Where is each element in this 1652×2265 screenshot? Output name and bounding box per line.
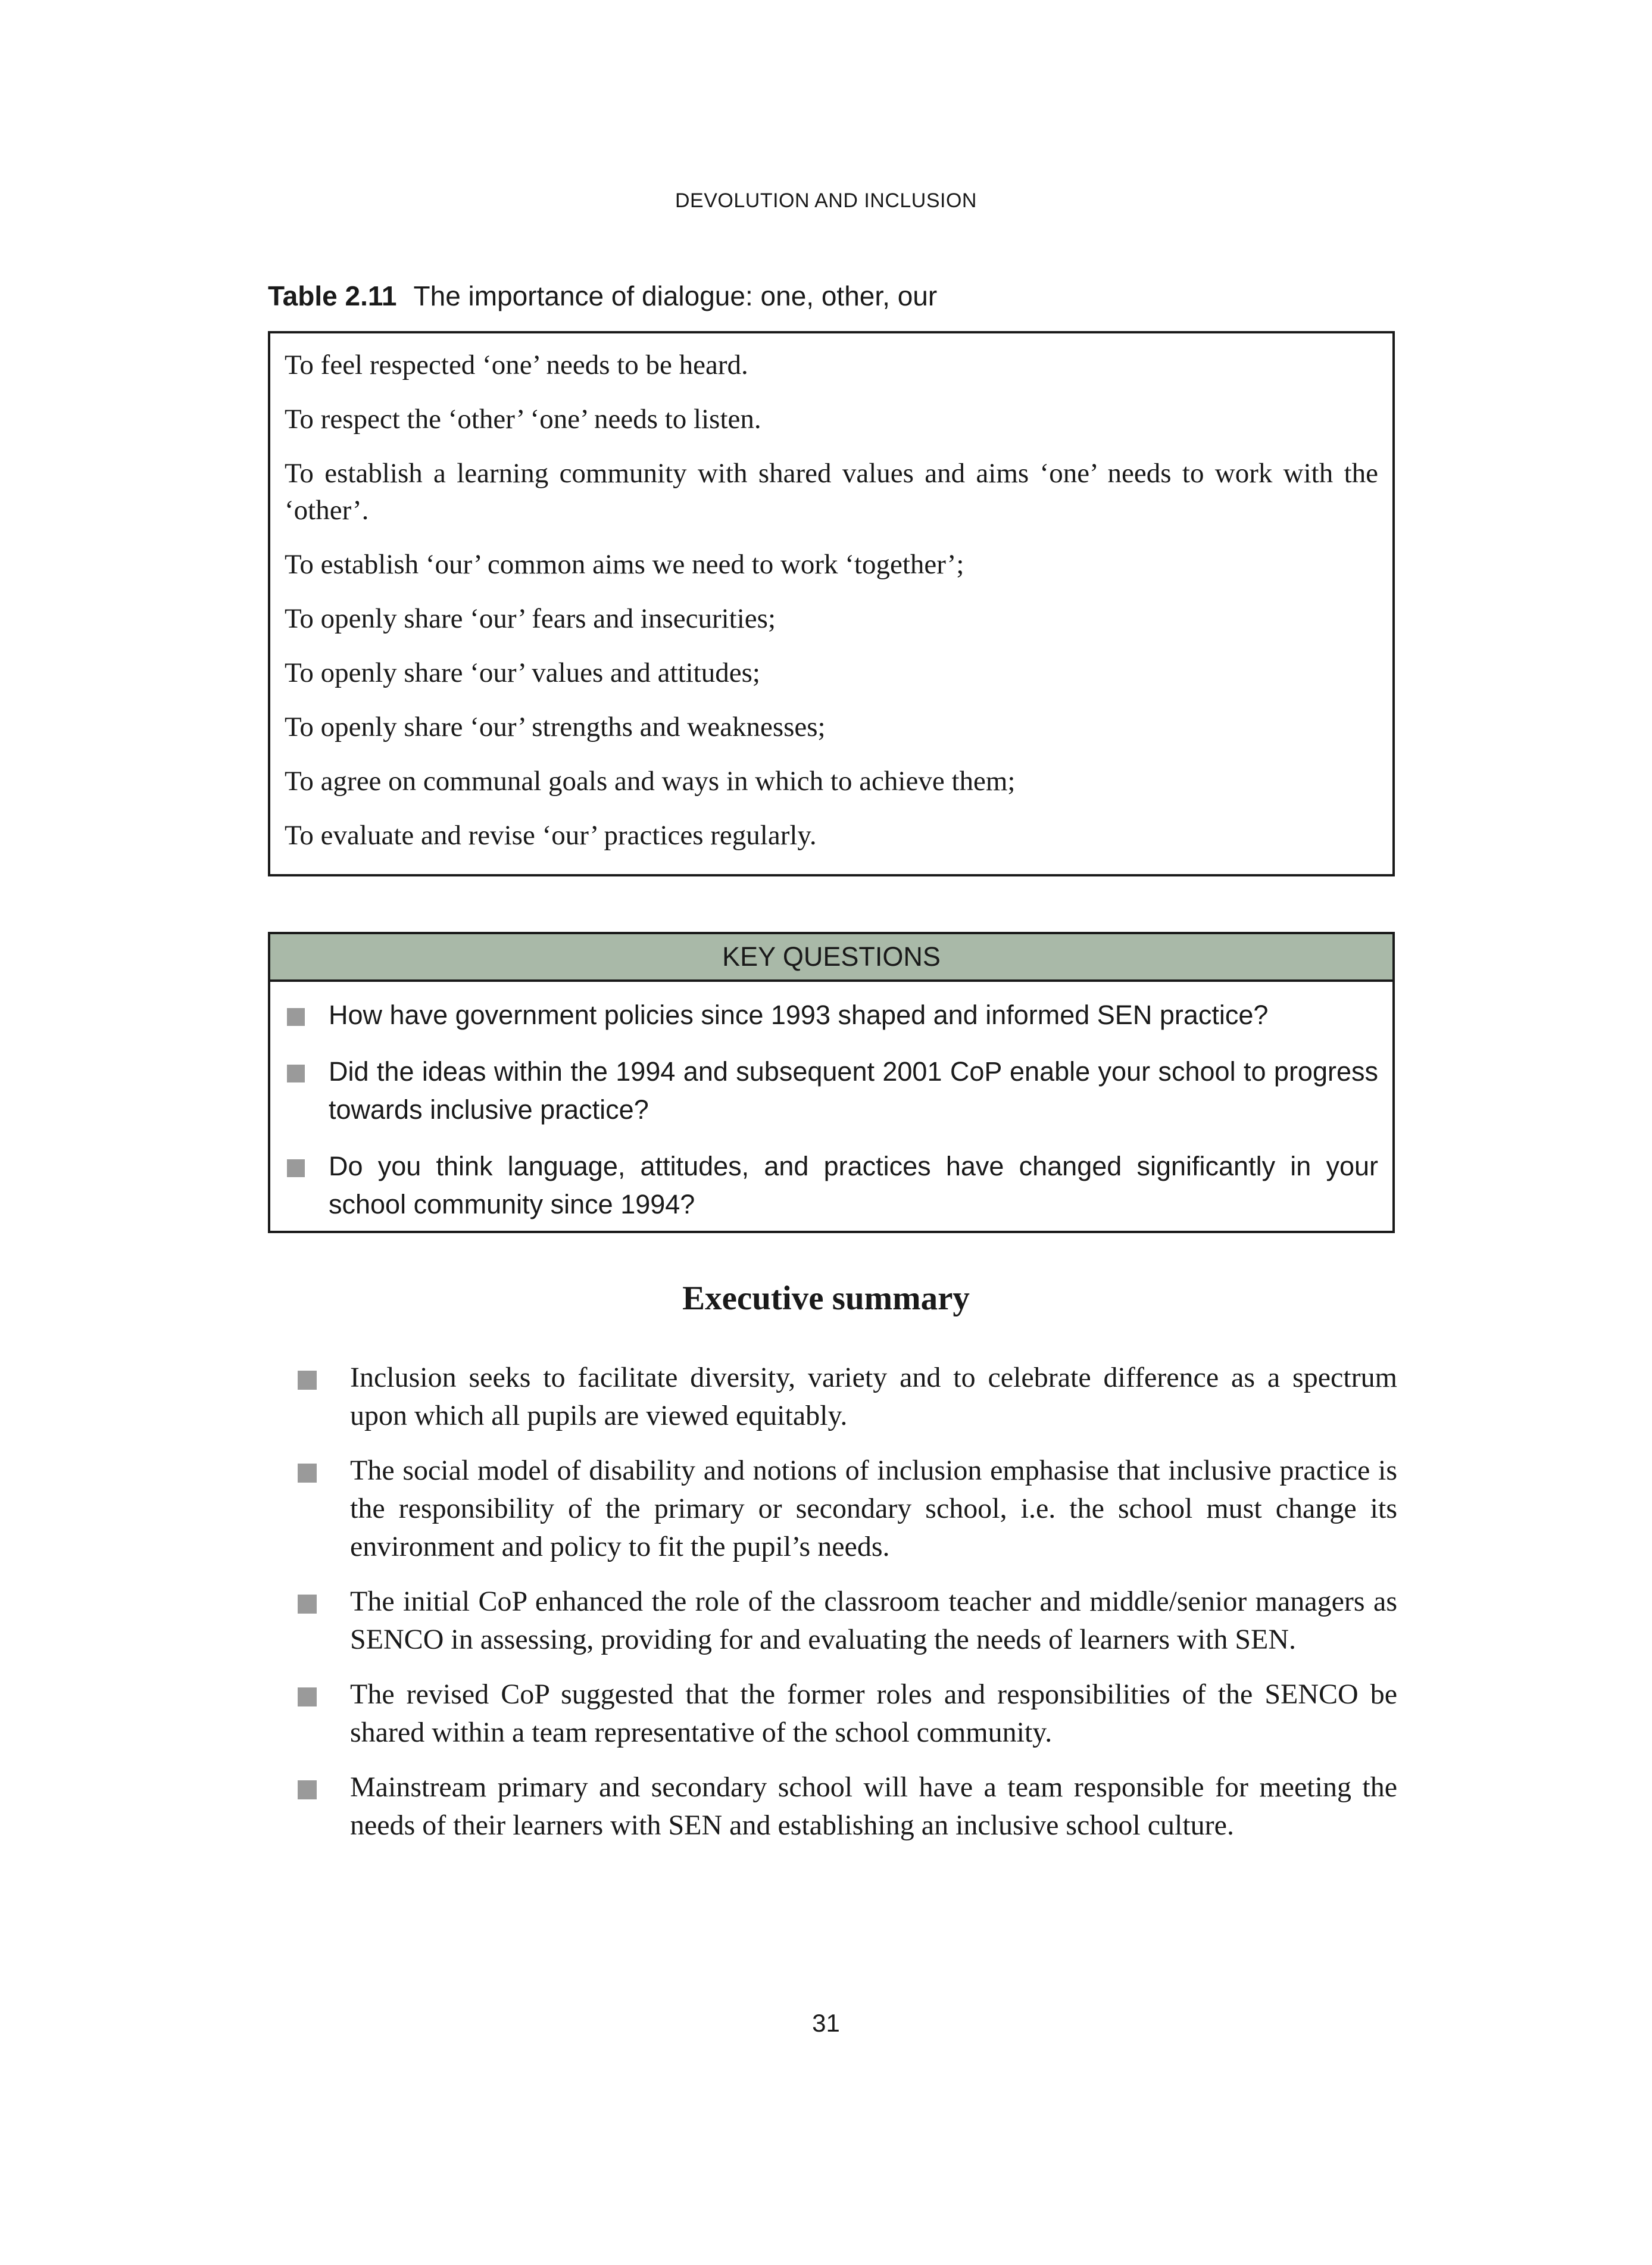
list-item [295,1452,1397,1566]
list-item [295,1359,1397,1435]
summary-item-text: The initial CoP enhanced the role of the classroom teacher and middle/senior managers as SENCO in assessing, providing for and evaluating the needs of learners with SEN. [350,1586,1397,1655]
table-number: Table 2.11 [268,280,397,311]
key-questions-list [270,982,1392,1224]
square-bullet-icon [287,1008,305,1026]
key-questions-header: KEY QUESTIONS [270,934,1392,982]
square-bullet-icon [298,1687,317,1706]
dialogue-table [268,331,1395,876]
list-item [295,1768,1397,1845]
key-question-text: Did the ideas within the 1994 and subsequent 2001 CoP enable your school to progress towards inclusive practice? [329,1056,1378,1125]
square-bullet-icon [298,1780,317,1799]
table-row: To openly share ‘our’ strengths and weaknesses; [285,712,826,742]
table-row: To establish a learning community with shared values and aims ‘one’ needs to work with the ‘other’. [285,458,1378,526]
table-row: To agree on communal goals and ways in which to achieve them; [285,766,1016,797]
list-item [285,996,1378,1034]
table-row: To openly share ‘our’ values and attitudes; [285,657,760,688]
square-bullet-icon [298,1595,317,1614]
list-item [295,1676,1397,1752]
table-row: To evaluate and revise ‘our’ practices regularly. [285,820,817,851]
table-row: To feel respected ‘one’ needs to be heard. [285,350,748,380]
table-row: To respect the ‘other’ ‘one’ needs to listen. [285,404,761,435]
summary-item-text: Mainstream primary and secondary school will have a team responsible for meeting the needs of their learners with SEN and establishing an inclusive school culture. [350,1771,1397,1841]
executive-summary-list [295,1359,1397,1861]
table-row: To openly share ‘our’ fears and insecurities; [285,603,776,634]
key-question-text: How have government policies since 1993 shaped and informed SEN practice? [329,1000,1269,1030]
running-head: DEVOLUTION AND INCLUSION [675,189,977,212]
square-bullet-icon [298,1371,317,1390]
table-caption [268,280,937,312]
summary-item-text: Inclusion seeks to facilitate diversity, variety and to celebrate difference as a spectrum upon which all pupils are viewed equitably. [350,1362,1397,1431]
key-questions-box [268,932,1395,1233]
square-bullet-icon [287,1159,305,1177]
square-bullet-icon [298,1464,317,1483]
key-question-text: Do you think language, attitudes, and practices have changed significantly in your school community since 1994? [329,1151,1378,1219]
list-item [285,1147,1378,1224]
list-item [295,1583,1397,1659]
table-title: The importance of dialogue: one, other, our [413,280,938,311]
summary-item-text: The revised CoP suggested that the former roles and responsibilities of the SENCO be shared within a team representative of the school community. [350,1679,1397,1748]
list-item [285,1053,1378,1129]
page-number: 31 [812,2009,840,2037]
table-row: To establish ‘our’ common aims we need to work ‘together’; [285,549,964,580]
summary-item-text: The social model of disability and notions of inclusion emphasise that inclusive practice is the responsibility of the primary or secondary school, i.e. the school must change its environment and policy to fit the pupil’s needs. [350,1455,1397,1562]
section-heading: Executive summary [682,1280,970,1317]
square-bullet-icon [287,1065,305,1082]
